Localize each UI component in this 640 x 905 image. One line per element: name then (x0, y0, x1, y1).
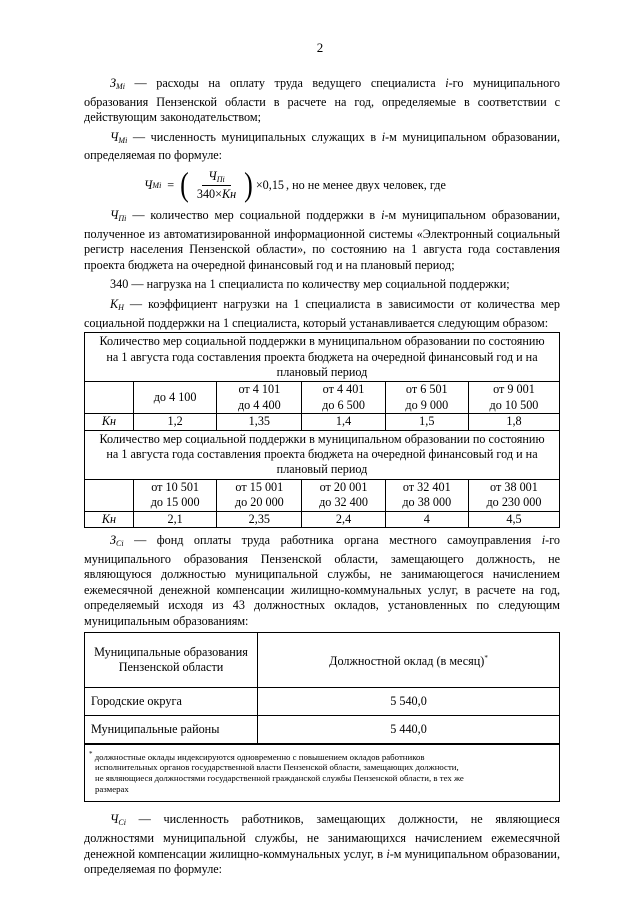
table-row (85, 511, 560, 527)
formula-numerator: Ч (208, 168, 217, 183)
subscript: Сi (116, 539, 124, 548)
paragraph-ch-mi (84, 130, 560, 164)
value-cell: 1,35 (217, 414, 302, 430)
paragraph-ch-ci (84, 812, 560, 877)
page-number: 2 (316, 40, 324, 55)
value-cell: 4,5 (468, 511, 559, 527)
salary-table-box (84, 632, 560, 803)
range-from: от 32 401 (402, 479, 451, 494)
text: -го муниципального образования Пензенской области, замещающего должность, не являющуюся должностью муниципальной службы, не занимающегося начислением ежемесячной денежной компенсации жилищно-коммунальных услуг, в расчете на год, определяемый исходя из 43 должностных окладов, установленных по следующим муниципальным образованиям: (84, 533, 561, 628)
salary-header-text: Должностной оклад (в месяц) (329, 653, 485, 668)
formula-denominator-k: Кн (222, 186, 237, 201)
symbol: К (110, 296, 119, 311)
range-to: до 38 000 (402, 495, 452, 510)
footnote-line: исполнительных органов государственной власти Пензенской области, замещающих должности, (95, 762, 459, 773)
coefficient-table (84, 332, 560, 528)
range-from: от 10 501 (151, 479, 200, 494)
text: — фонд оплаты труда работника органа местного самоуправления (134, 533, 532, 547)
row-value: 5 540,0 (258, 687, 560, 715)
footnote-line: должностные оклады индексируются одновременно с повышением окладов работников (94, 751, 425, 762)
range-to: до 6 500 (322, 397, 365, 412)
range-from: от 6 501 (405, 382, 448, 397)
col-header-salary (258, 633, 560, 688)
formula-ch-mi: Ч Mi = ( $\frac{Ч_{Пi}}{340\times Кн}$ ) ×0,15 , но не менее двух человек, где (144, 165, 446, 204)
text: — численность работников, замещающих должности, не являющиеся должностями муниципальной службы, не занимающихся начислением ежемесячной денежной компенсации жилищно-коммунальных услуг, в (84, 812, 560, 861)
formula-numerator-sub: Пi (216, 174, 225, 184)
symbol: Ч (110, 812, 119, 827)
text: -го муниципального образования Пензенской области в расчете на год, определяемые в соответствии с действующим законодательством; (84, 76, 560, 125)
subscript: Н (118, 302, 124, 312)
footnote-line: размерах (95, 784, 129, 795)
range-from: от 15 001 (235, 479, 284, 494)
col-header-municipality: Муниципальные образования Пензенской области (85, 633, 258, 688)
index-i: i (381, 207, 385, 222)
text: — численность муниципальных служащих в (132, 129, 377, 144)
range-from: от 20 001 (319, 479, 368, 494)
footnote-mark: * (89, 749, 93, 758)
symbol: Ч (110, 129, 119, 144)
table-row (85, 382, 560, 414)
row-name: Городские округа (85, 687, 258, 715)
formula-tail: , но не менее двух человек, где (286, 177, 446, 192)
row-name: Муниципальные районы (85, 715, 258, 743)
text: — коэффициент нагрузки на 1 специалиста в зависимости от количества мер социальной поддержки на 1 специалиста, который устанавливается следующим образом: (84, 296, 561, 330)
formula-lhs: Ч (144, 177, 153, 192)
row-label-kn: Кн (85, 511, 134, 527)
range-to: до 10 500 (489, 397, 539, 412)
range-to: до 4 400 (237, 397, 281, 412)
formula-multiplier: ×0,15 (255, 177, 285, 192)
row-value: 5 440,0 (258, 715, 560, 743)
subscript: Mi (118, 135, 128, 145)
salary-table (85, 633, 559, 744)
range-from: от 9 001 (493, 382, 535, 397)
paragraph-z-ci (84, 533, 560, 630)
index-i: i (541, 533, 546, 547)
table-row (85, 479, 560, 511)
index-i: i (386, 846, 390, 861)
range-to: до 230 000 (486, 495, 542, 510)
range-to: до 32 400 (319, 495, 368, 510)
subscript: Сi (118, 818, 126, 828)
value-cell: 2,1 (134, 511, 217, 527)
value-cell: 2,4 (302, 511, 385, 527)
value-cell: 1,5 (385, 414, 468, 430)
text: -м муниципальном образовании, определяемая по формуле: (84, 846, 560, 877)
footnote-line: не являющиеся должностями государственной гражданской службы Пензенской области, в тех же (95, 773, 464, 784)
row-label-kn: Кн (85, 414, 134, 430)
value-cell: 1,8 (468, 414, 559, 430)
symbol: Ч (110, 207, 119, 222)
symbol: З (110, 76, 117, 90)
index-i: i (445, 76, 449, 90)
range-to: до 15 000 (150, 495, 200, 510)
formula-lhs-sub: Mi (152, 180, 162, 190)
table-header: Количество мер социальной поддержки в муниципальном образовании по состоянию на 1 августа года составления проекта бюджета на очередной финансовый год и на плановый период (85, 430, 560, 479)
value-cell: 1,4 (302, 414, 385, 430)
text: — количество мер социальной поддержки в (132, 207, 376, 222)
table-header: Количество мер социальной поддержки в муниципальном образовании по состоянию на 1 августа года составления проекта бюджета на очередной финансовый год и на плановый период (85, 333, 560, 382)
table-row (85, 715, 559, 743)
formula-denominator: 340× (196, 186, 222, 201)
value-cell: 2,35 (217, 511, 302, 527)
range-from: от 4 401 (322, 382, 365, 397)
footnote-mark: * (484, 653, 488, 662)
table-row (85, 414, 560, 430)
symbol: З (110, 533, 117, 547)
paragraph-z-mi (84, 76, 560, 126)
document-body (84, 76, 560, 878)
text: — расходы на оплату труда ведущего специалиста (134, 76, 436, 90)
range-to: до 20 000 (234, 495, 284, 510)
range-from: от 38 001 (490, 479, 538, 494)
range-cell: до 4 100 (153, 390, 197, 405)
table-row (85, 687, 559, 715)
text: -м муниципальном образовании, определяемая по формуле: (84, 129, 560, 163)
paragraph-kn (84, 297, 560, 331)
range-to: до 9 000 (405, 397, 449, 412)
paragraph-ch-pi (84, 208, 560, 273)
subscript: Пi (118, 213, 127, 223)
text: -м муниципальном образовании, полученное из автоматизированной информационной системы «Электронный социальный регистр населения Пензенской области», по состоянию на 1 августа года составления проекта бюджета на очередной финансовый год и на плановый период; (84, 207, 561, 272)
range-from: от 4 101 (238, 382, 281, 397)
footnote (85, 744, 559, 802)
formula-fraction (191, 169, 242, 202)
index-i: i (381, 129, 386, 144)
subscript: Mi (116, 82, 125, 91)
value-cell: 4 (385, 511, 468, 527)
value-cell: 1,2 (134, 414, 217, 430)
paragraph-340: 340 — нагрузка на 1 специалиста по количеству мер социальной поддержки; (110, 277, 510, 292)
